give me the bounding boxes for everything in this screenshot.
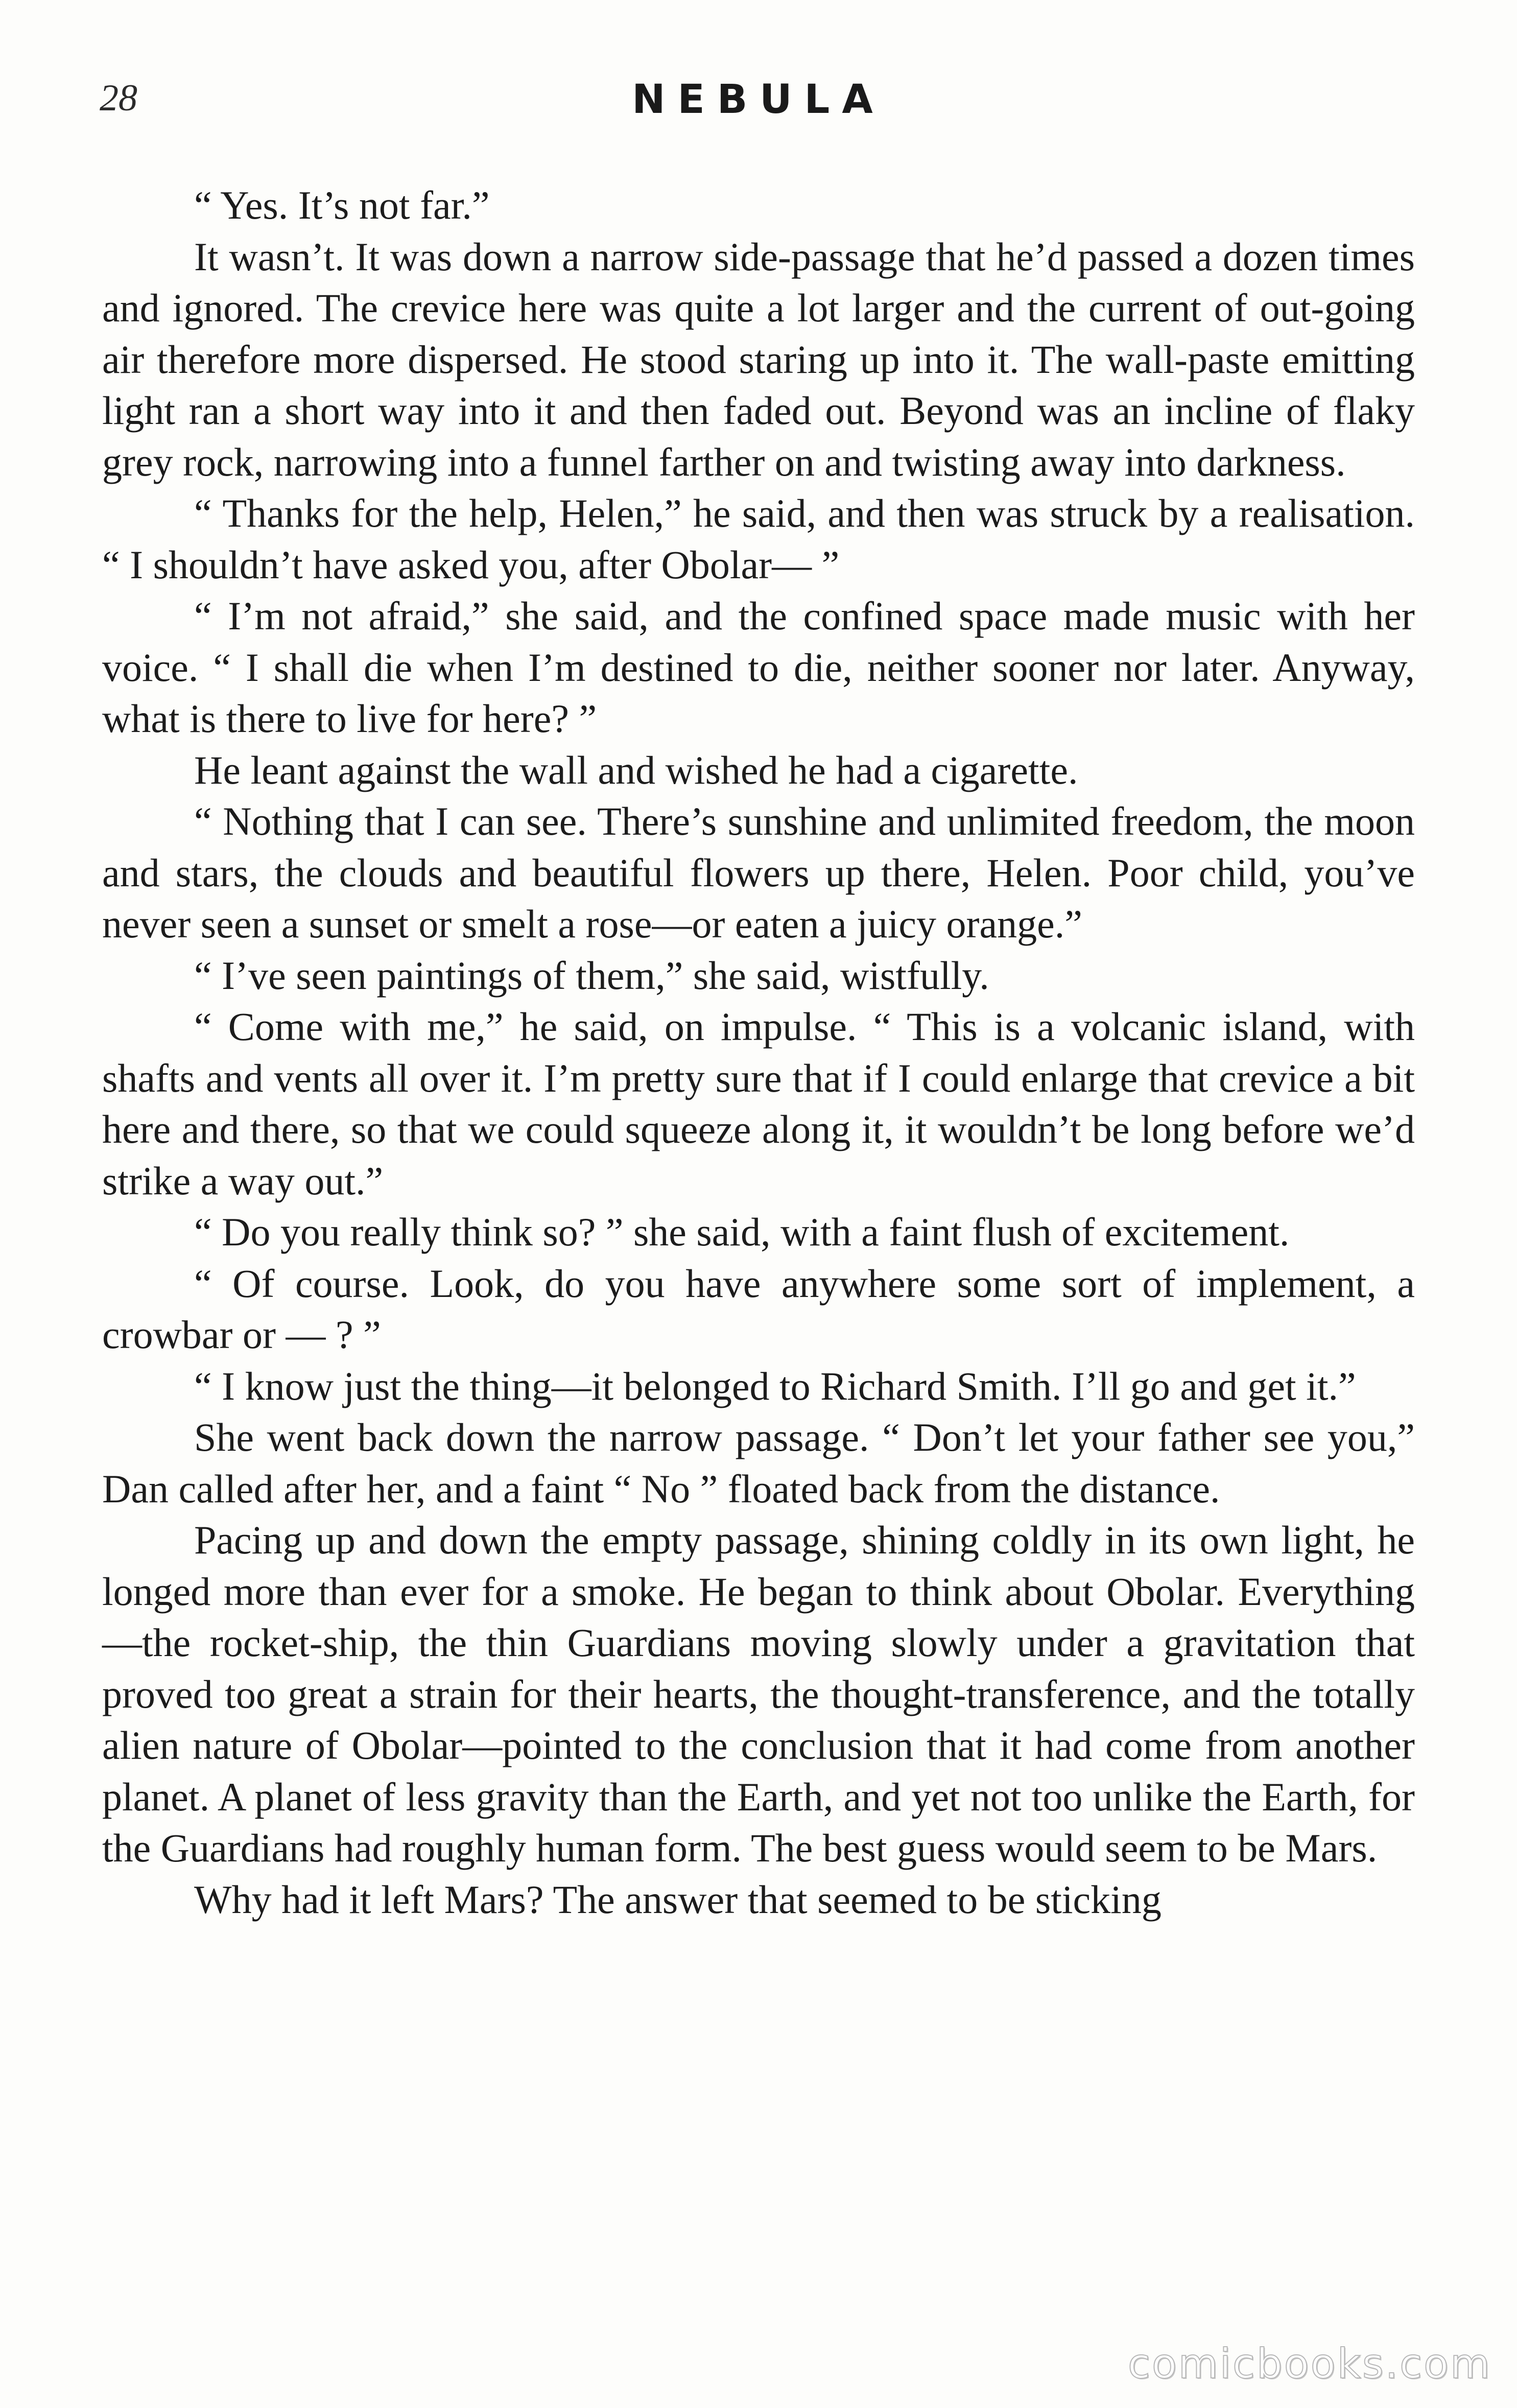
paragraph: It wasn’t. It was down a narrow side-passage that he’d passed a dozen times and ignored. The crevice here was quite a lot larger and the current of out-going air therefore more dispersed. He stood staring up into it. The wall-paste emitting light ran a short way into it and then faded out. Beyond was an incline of flaky grey rock, narrowing into a funnel farther on and twisting away into darkness. <box>102 234 1415 484</box>
running-head: NEBULA <box>632 77 885 123</box>
watermark: comicbooks.com <box>1127 2340 1491 2388</box>
paragraph: He leant against the wall and wished he had a cigarette. <box>194 747 1078 792</box>
paragraph: Pacing up and down the empty passage, shining coldly in its own light, he longed more than ever for a smoke. He began to think about Obolar. Everything—the rocket-ship, the thin Guardians moving slowly under a gravitation that proved too great a strain for their hearts, the thought-transference, and the totally alien nature of Obolar—pointed to the conclusion that it had come from another planet. A planet of less gravity than the Earth, and yet not too unlike the Earth, for the Guardians had roughly human form. The best guess would seem to be Mars. <box>102 1518 1415 1870</box>
paragraph: “ Come with me,” he said, on impulse. “ This is a volcanic island, with shafts and vents all over it. I’m pretty sure that if I could enlarge that crevice a bit here and there, so that we could squeeze along it, it wouldn’t be long before we’d strike a way out.” <box>102 1004 1415 1203</box>
story-text <box>102 180 1415 1925</box>
page-number: 28 <box>100 77 137 119</box>
paragraph: “ Do you really think so? ” she said, with a faint flush of excitement. <box>194 1210 1290 1254</box>
paragraph: “ Thanks for the help, Helen,” he said, and then was struck by a realisation. “ I shouldn’t have asked you, after Obolar— ” <box>102 491 1415 587</box>
paragraph: “ I know just the thing—it belonged to Richard Smith. I’ll go and get it.” <box>194 1363 1356 1408</box>
paragraph: “ I’m not afraid,” she said, and the confined space made music with her voice. “ I shall die when I’m destined to die, neither sooner nor later. Anyway, what is there to live for here? ” <box>102 594 1415 741</box>
paragraph: Why had it left Mars? The answer that seemed to be sticking <box>194 1877 1162 1922</box>
paragraph: She went back down the narrow passage. “ Don’t let your father see you,” Dan called after her, and a faint “ No ” floated back from the distance. <box>102 1415 1415 1511</box>
paragraph: “ I’ve seen paintings of them,” she said, wistfully. <box>194 953 989 998</box>
paragraph: “ Yes. It’s not far.” <box>194 183 490 227</box>
paragraph: “ Of course. Look, do you have anywhere some sort of implement, a crowbar or — ? ” <box>102 1261 1415 1357</box>
paragraph: “ Nothing that I can see. There’s sunshine and unlimited freedom, the moon and stars, the clouds and beautiful flowers up there, Helen. Poor child, you’ve never seen a sunset or smelt a rose—or eaten a juicy orange.” <box>102 799 1415 946</box>
